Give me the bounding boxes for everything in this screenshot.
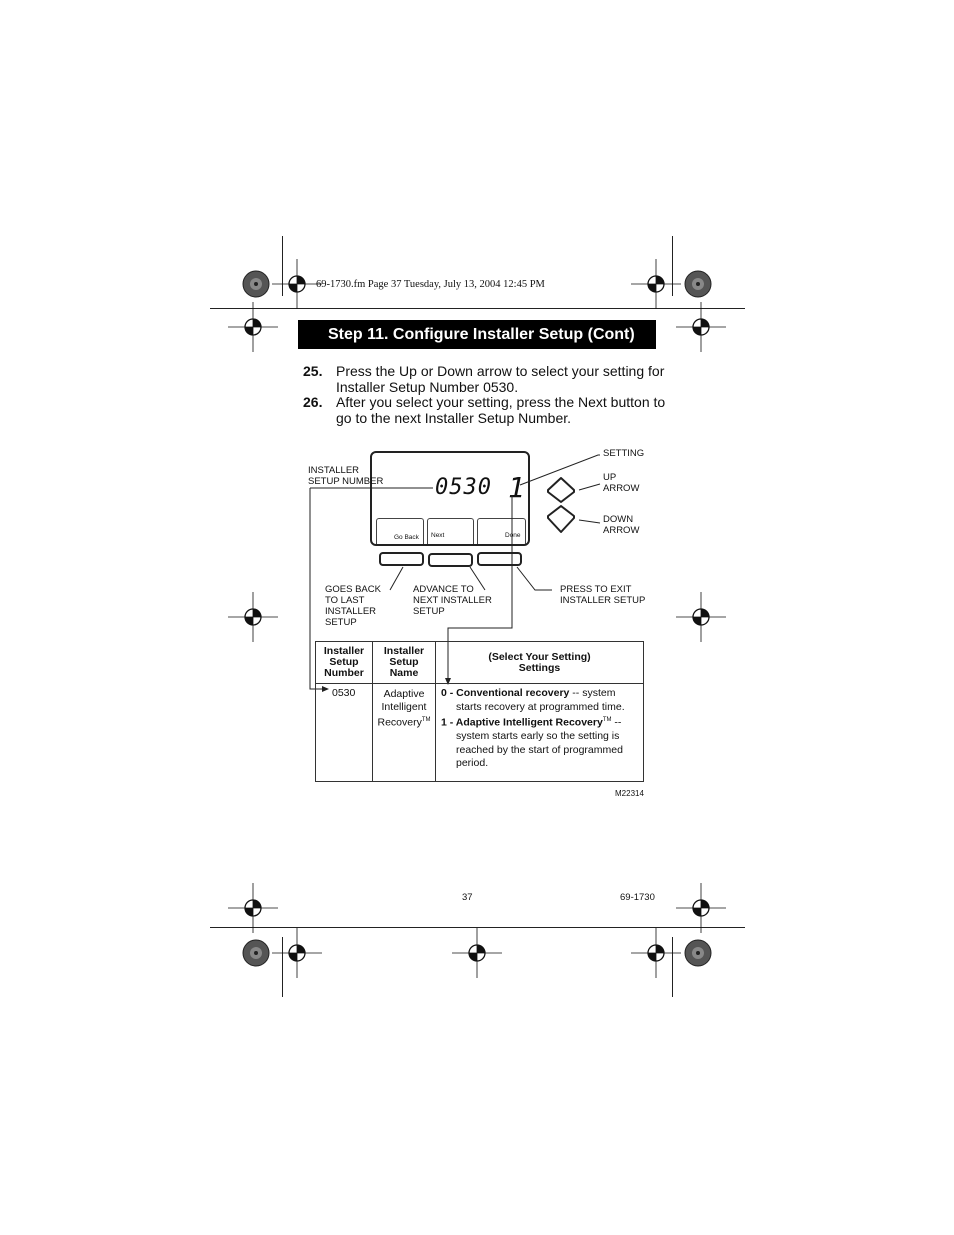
thermostat-display [370, 451, 530, 546]
step-number: 25. [303, 363, 323, 379]
up-arrow-icon[interactable] [548, 478, 574, 502]
label-goes-back: GOES BACK TO LAST INSTALLER SETUP [325, 584, 381, 628]
softkey-next[interactable]: Next [427, 518, 474, 544]
setting-option-1: 1 - Adaptive Intelligent Recovery™ -- system starts early so the setting is reached by the start of programmed period. [441, 716, 623, 769]
label-setting: SETTING [603, 448, 645, 459]
file-header: 69-1730.fm Page 37 Tuesday, July 13, 2004 12:45 PM [316, 279, 545, 290]
col-header-name: Installer Setup Name [373, 642, 436, 684]
softkey-go-back[interactable]: Go Back [376, 518, 424, 544]
label-exit: PRESS TO EXIT INSTALLER SETUP [560, 584, 646, 606]
label-advance: ADVANCE TO NEXT INSTALLER SETUP [413, 584, 492, 617]
go-back-button[interactable] [379, 552, 424, 566]
lcd-setting-value: 1 [508, 471, 525, 504]
step-25 [303, 363, 663, 395]
col-header-number: Installer Setup Number [316, 642, 373, 684]
installer-setup-table [315, 641, 644, 782]
step-number: 26. [303, 394, 323, 410]
cell-setup-name: Adaptive Intelligent Recovery™ [373, 684, 436, 782]
cell-setup-number: 0530 [316, 684, 373, 782]
doc-number: 69-1730 [620, 892, 655, 903]
page-number: 37 [462, 892, 473, 903]
setting-option-0: 0 - Conventional recovery -- system starts recovery at programmed time. [441, 687, 625, 713]
label-down-arrow: DOWN ARROW [603, 514, 640, 536]
done-button[interactable] [477, 552, 522, 566]
lcd-setup-number: 0530 [435, 475, 492, 500]
next-button[interactable] [428, 553, 473, 567]
cell-settings [436, 684, 644, 782]
table-row [316, 684, 644, 782]
step-text: Press the Up or Down arrow to select your setting for Installer Setup Number 0530. [336, 363, 665, 395]
step-text: After you select your setting, press the Next button to go to the next Installer Setup Number. [336, 394, 666, 426]
label-installer-setup-number: INSTALLER SETUP NUMBER [308, 465, 384, 487]
section-banner: Step 11. Configure Installer Setup (Cont) [298, 320, 656, 349]
down-arrow-icon[interactable] [548, 506, 574, 532]
arrow-buttons [545, 476, 577, 534]
softkey-done[interactable]: Done [477, 518, 526, 544]
col-header-settings: (Select Your Setting) Settings [436, 642, 644, 684]
figure-id: M22314 [615, 789, 644, 798]
step-26 [303, 394, 666, 426]
label-up-arrow: UP ARROW [603, 472, 640, 494]
